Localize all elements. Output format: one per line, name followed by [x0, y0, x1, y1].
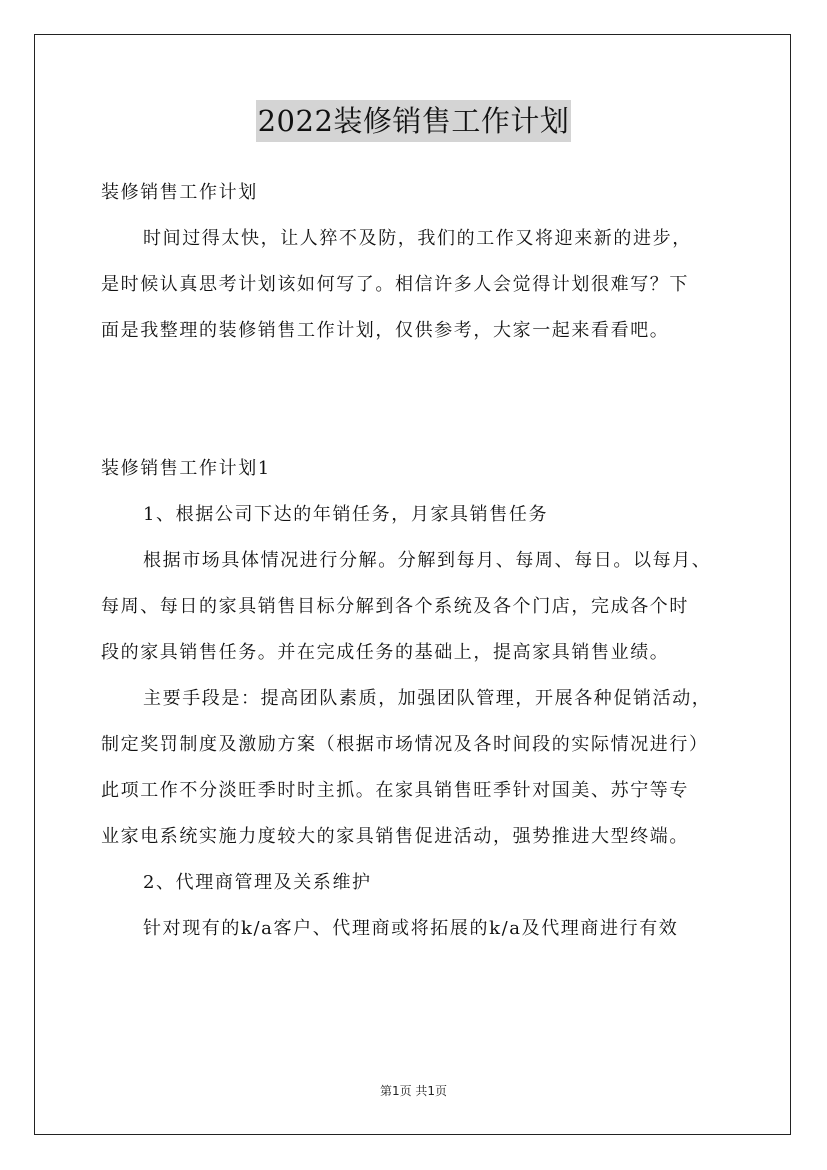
document-body	[101, 170, 731, 952]
title-container	[0, 100, 827, 142]
body-line-2: 根据市场具体情况进行分解。分解到每月、每周、每日。以每月、	[143, 550, 712, 571]
body-line-4: 段的家具销售任务。并在完成任务的基础上，提高家具销售业绩。	[101, 642, 670, 663]
body-line-5: 主要手段是：提高团队素质，加强团队管理，开展各种促销活动，	[143, 688, 712, 709]
section-heading-1: 装修销售工作计划1	[101, 458, 271, 479]
body-line-8: 业家电系统实施力度较大的家具销售促进活动，强势推进大型终端。	[101, 826, 689, 847]
body-line-3: 每周、每日的家具销售目标分解到各个系统及各个门店，完成各个时	[101, 596, 689, 617]
intro-line-2: 是时候认真思考计划该如何写了。相信许多人会觉得计划很难写？下	[101, 274, 689, 295]
paragraph-spacer	[101, 354, 731, 446]
body-line-6: 制定奖罚制度及激励方案（根据市场情况及各时间段的实际情况进行）	[101, 734, 709, 755]
body-line-7: 此项工作不分淡旺季时时主抓。在家具销售旺季针对国美、苏宁等专	[101, 780, 689, 801]
section-heading-main: 装修销售工作计划	[101, 182, 258, 203]
body-line-10: 针对现有的k/a客户、代理商或将拓展的k/a及代理商进行有效	[143, 918, 679, 939]
page-footer: 第1页 共1页	[379, 1084, 448, 1098]
intro-line-3: 面是我整理的装修销售工作计划，仅供参考，大家一起来看看吧。	[101, 320, 670, 341]
body-line-1: 1、根据公司下达的年销任务，月家具销售任务	[143, 504, 549, 525]
intro-line-1: 时间过得太快，让人猝不及防，我们的工作又将迎来新的进步，	[143, 228, 692, 249]
document-title: 2022装修销售工作计划	[256, 100, 572, 142]
body-line-9: 2、代理商管理及关系维护	[143, 872, 372, 893]
